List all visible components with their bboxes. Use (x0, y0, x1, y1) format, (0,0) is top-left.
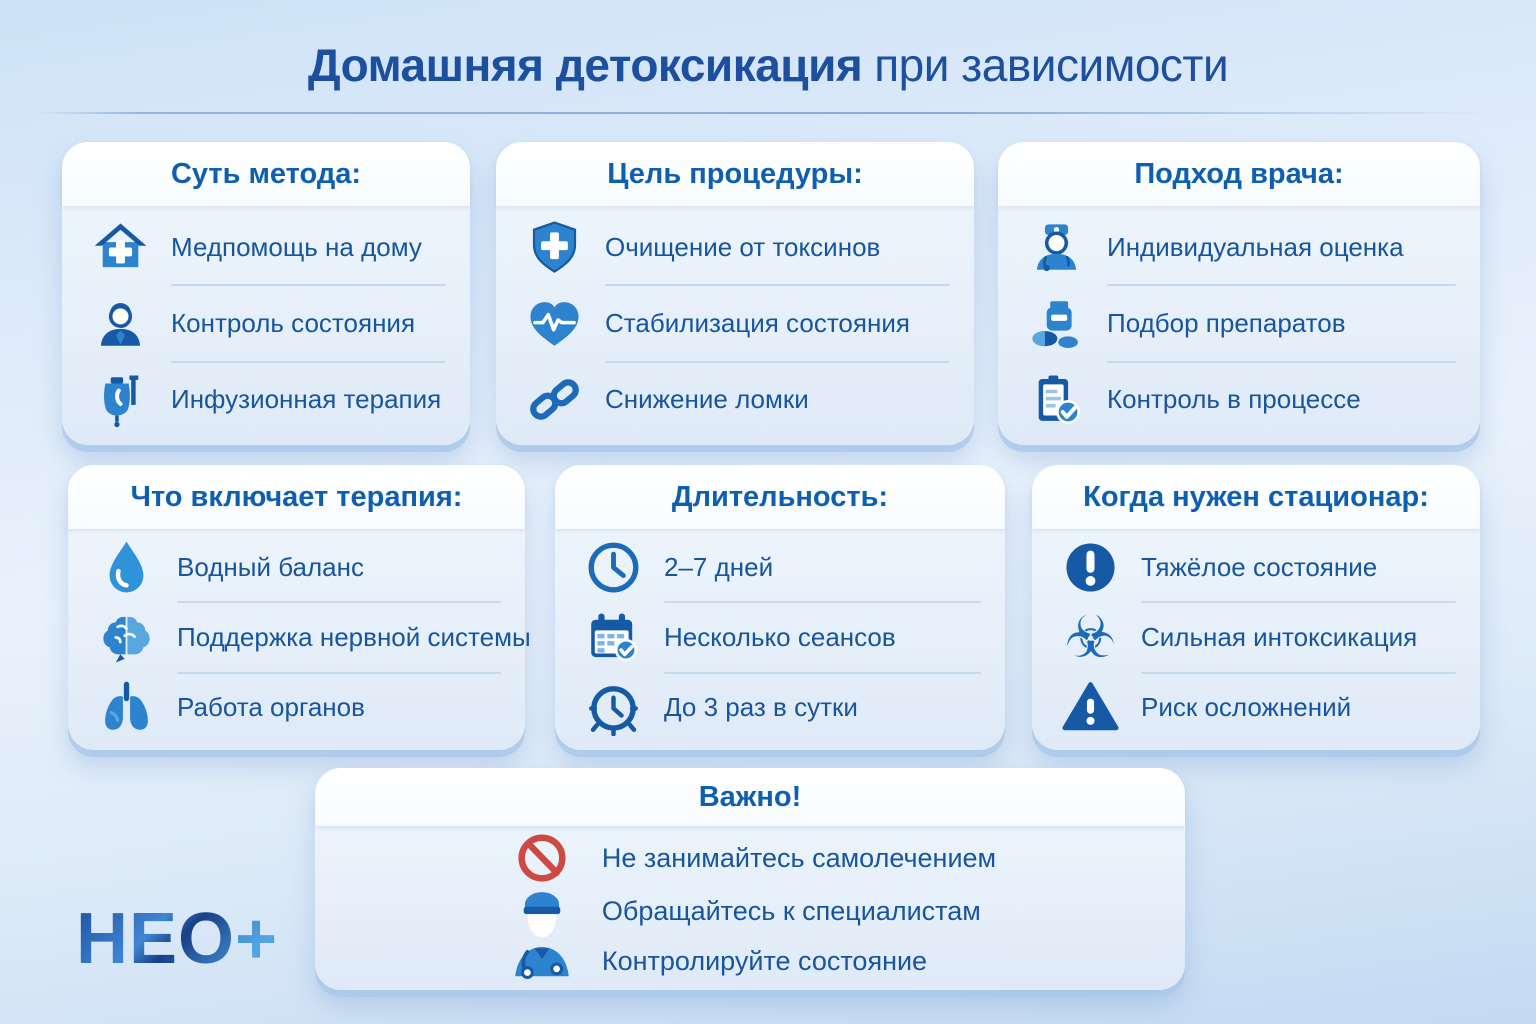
card-goal-title: Цель процедуры: (496, 142, 974, 206)
item-label: 2–7 дней (664, 551, 774, 582)
warning-triangle-icon (1062, 679, 1119, 736)
card-hospital-needed (1032, 465, 1480, 750)
list-item (526, 371, 950, 428)
list-item (526, 219, 950, 276)
list-item (98, 609, 531, 666)
item-label: Инфузионная терапия (171, 384, 442, 415)
important-list (504, 832, 996, 984)
item-label: Водный баланс (177, 551, 364, 582)
card-duration (555, 465, 1005, 750)
logo-plus-icon: + (235, 899, 279, 979)
list-item (1028, 219, 1456, 276)
item-label: Контролируйте состояние (601, 945, 928, 976)
card-essence-title: Суть метода: (62, 142, 470, 206)
list-item (1028, 371, 1456, 428)
divider (1107, 284, 1456, 286)
item-label: Очищение от токсинов (605, 231, 881, 262)
logo (76, 898, 278, 980)
no-entry-icon (516, 832, 568, 884)
item-label: Контроль в процессе (1107, 384, 1361, 415)
biohazard-glyph: ☣ (1064, 603, 1117, 672)
lungs-icon (98, 679, 155, 736)
page-title-bold: Домашняя детоксикация (307, 39, 863, 91)
list-item (1062, 539, 1456, 596)
item-label: Снижение ломки (605, 384, 809, 415)
card-duration-title: Длительность: (555, 465, 1005, 529)
item-label: Контроль состояния (171, 307, 416, 338)
card-important (315, 768, 1185, 990)
item-label: Индивидуальная оценка (1107, 231, 1404, 262)
house-cross-icon (92, 219, 149, 276)
divider (171, 284, 446, 286)
divider (605, 284, 950, 286)
shield-cross-icon (526, 219, 583, 276)
item-label: Медпомощь на дому (171, 231, 422, 262)
item-label: Тяжёлое состояние (1141, 551, 1378, 582)
list-item (98, 539, 501, 596)
list-item (526, 295, 950, 352)
item-label: Стабилизация состояния (605, 307, 910, 338)
card-essence-body (62, 206, 470, 445)
item-label: До 3 раз в сутки (664, 692, 858, 723)
list-item (92, 371, 446, 428)
list-item (585, 539, 981, 596)
list-item (1028, 295, 1456, 352)
page-title-rest: при зависимости (874, 39, 1229, 91)
list-item (92, 219, 446, 276)
doctor-cap-icon (1028, 219, 1085, 276)
card-therapy-includes (68, 465, 531, 750)
alarm-clock-icon (585, 679, 642, 736)
list-item (585, 679, 981, 736)
list-item (1062, 603, 1456, 672)
heart-pulse-icon (526, 295, 583, 352)
clock-icon (585, 539, 642, 596)
list-item (98, 679, 501, 736)
biohazard-icon (1062, 603, 1119, 672)
surgeon-icon (503, 888, 581, 984)
calendar-check-icon (585, 609, 642, 666)
exclamation-circle-icon (1062, 539, 1119, 596)
medicine-icon (1028, 295, 1085, 352)
list-item (1062, 679, 1456, 736)
card-hospital-needed-body (1032, 529, 1480, 750)
divider (177, 672, 501, 674)
divider (1107, 361, 1456, 363)
divider (664, 672, 981, 674)
card-goal-body (496, 206, 974, 445)
title-divider (36, 112, 1500, 114)
page-title (0, 38, 1536, 92)
item-label: Несколько сеансов (664, 621, 896, 652)
card-therapy-includes-title: Что включает терапия: (68, 465, 525, 529)
list-item (585, 609, 981, 666)
divider (1141, 601, 1456, 603)
chain-link-icon (526, 371, 583, 428)
clipboard-check-icon (1028, 371, 1085, 428)
list-item (92, 295, 446, 352)
divider (177, 601, 501, 603)
card-important-body (315, 826, 1185, 990)
card-doctor-approach-body (998, 206, 1480, 445)
item-label: Риск осложнений (1141, 692, 1352, 723)
card-doctor-approach (998, 142, 1480, 445)
logo-text: НЕО (76, 899, 236, 979)
item-label: Не занимайтесь самолечением (601, 842, 997, 873)
divider (605, 361, 950, 363)
divider (171, 361, 446, 363)
item-label: Подбор препаратов (1107, 307, 1346, 338)
card-essence (62, 142, 470, 445)
item-label: Работа органов (177, 692, 365, 723)
item-label: Сильная интоксикация (1141, 621, 1418, 652)
item-label: Поддержка нервной системы (177, 621, 531, 652)
card-therapy-includes-body (68, 529, 531, 750)
divider (1141, 672, 1456, 674)
brain-icon (98, 609, 155, 666)
water-drop-icon (98, 539, 155, 596)
card-doctor-approach-title: Подход врача: (998, 142, 1480, 206)
card-duration-body (555, 529, 1005, 750)
card-important-title: Важно! (315, 768, 1185, 826)
iv-drip-icon (92, 371, 149, 428)
card-hospital-needed-title: Когда нужен стационар: (1032, 465, 1480, 529)
doctor-icon (92, 295, 149, 352)
card-goal (496, 142, 974, 445)
item-label: Обращайтесь к специалистам (601, 895, 981, 926)
divider (664, 601, 981, 603)
